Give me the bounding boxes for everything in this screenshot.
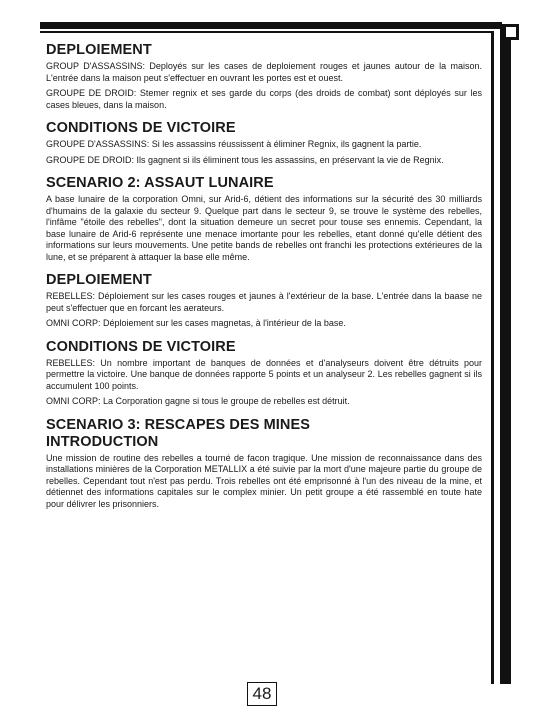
section-heading: DEPLOIEMENT <box>46 272 152 288</box>
frame-top-border <box>40 22 502 29</box>
section-subheading: INTRODUCTION <box>46 433 159 450</box>
section-scenario-3 <box>46 417 482 511</box>
paragraph: Une mission de routine des rebelles a tourné de facon tragique. Une mission de reconnaissance dans des installations minières de la Corporation METALLIX a été suivie par la mort d'une majeure partie du groupe de rebelles. Cependant tout n'est pas perdu. Trois rebelles ont été emprisonné à l'un des niveau de la mine, et détiennet des informations capitales sur le complex minier. Un petit groupe a été rassemblé en toute hate pour délivrer les prisonniers. <box>46 452 482 509</box>
paragraph: REBELLES: Déploiement sur les cases rouges et jaunes à l'extérieur de la base. L'entrée dans la baase ne peut s'effectuer que en forcant les aerateurs. <box>46 291 482 313</box>
paragraph: GROUP D'ASSASSINS: Deployés sur les cases de deploiement rouges et jaunes autour de la maison. L'entrée dans la maison peut s'effectuer en ouvrant les portes est et ouest. <box>46 61 482 83</box>
section-heading: CONDITIONS DE VICTOIRE <box>46 338 236 355</box>
paragraph: A base lunaire de la corporation Omni, sur Arid-6, détient des informations sur la sécurité des 30 milliards d'humains de la galaxie du secteur 9. Quelque part dans le secteur 9, se trouve le système des rebelles, l'infâme "étoile des rebelles", dont la situation demeure un secret pour touse ses ennemis. Cependant, la base lunaire de Arid-6 représente une menace imortante pour les rebelles, etant donné qu'elle détient des informations sur leurs mouvements. Une petite bands de rebelles ont franchi les protections extérieures de la lune, et se préparent à attaquer la base elle même. <box>46 194 482 262</box>
section-deploiement-2 <box>46 272 482 330</box>
section-heading: DEPLOIEMENT <box>46 42 152 58</box>
paragraph: GROUPE DE DROID: Stemer regnix et ses garde du corps (des droids de combat) sont déployés sur les cases bleues, dans la maison. <box>46 88 482 110</box>
frame-top-inner-border <box>40 31 492 33</box>
section-heading: SCENARIO 3: RESCAPES DES MINES <box>46 416 311 433</box>
paragraph: OMNI CORP: Déploiement sur les cases magnetas, à l'intérieur de la base. <box>46 318 346 328</box>
frame-right-inner-border <box>491 31 494 684</box>
section-scenario-2 <box>46 175 482 263</box>
frame-right-border <box>500 24 511 684</box>
paragraph: REBELLES: Un nombre important de banques de données et d'analyseurs doivent être détruits pour permettre la victoire. Une banque de données rapporte 5 points et un analyseur 2. Les rebelles gagnent si ils accumulent 100 points. <box>46 357 482 391</box>
paragraph: GROUPE DE DROID: Ils gagnent si ils éliminent tous les assassins, en préservant la vie de Regnix. <box>46 154 444 165</box>
section-heading: SCENARIO 2: ASSAUT LUNAIRE <box>46 175 274 191</box>
page-number: 48 <box>247 682 277 706</box>
paragraph: OMNI CORP: La Corporation gagne si tous le groupe de rebelles est détruit. <box>46 396 350 406</box>
section-conditions-1 <box>46 120 482 166</box>
section-heading: CONDITIONS DE VICTOIRE <box>46 120 236 136</box>
paragraph: GROUPE D'ASSASSINS: Si les assassins réussissent à éliminer Regnix, ils gagnent la partie. <box>46 139 422 149</box>
page-content <box>46 42 482 514</box>
section-deploiement-1 <box>46 42 482 111</box>
section-conditions-2 <box>46 339 482 408</box>
frame-corner-box <box>503 24 519 40</box>
